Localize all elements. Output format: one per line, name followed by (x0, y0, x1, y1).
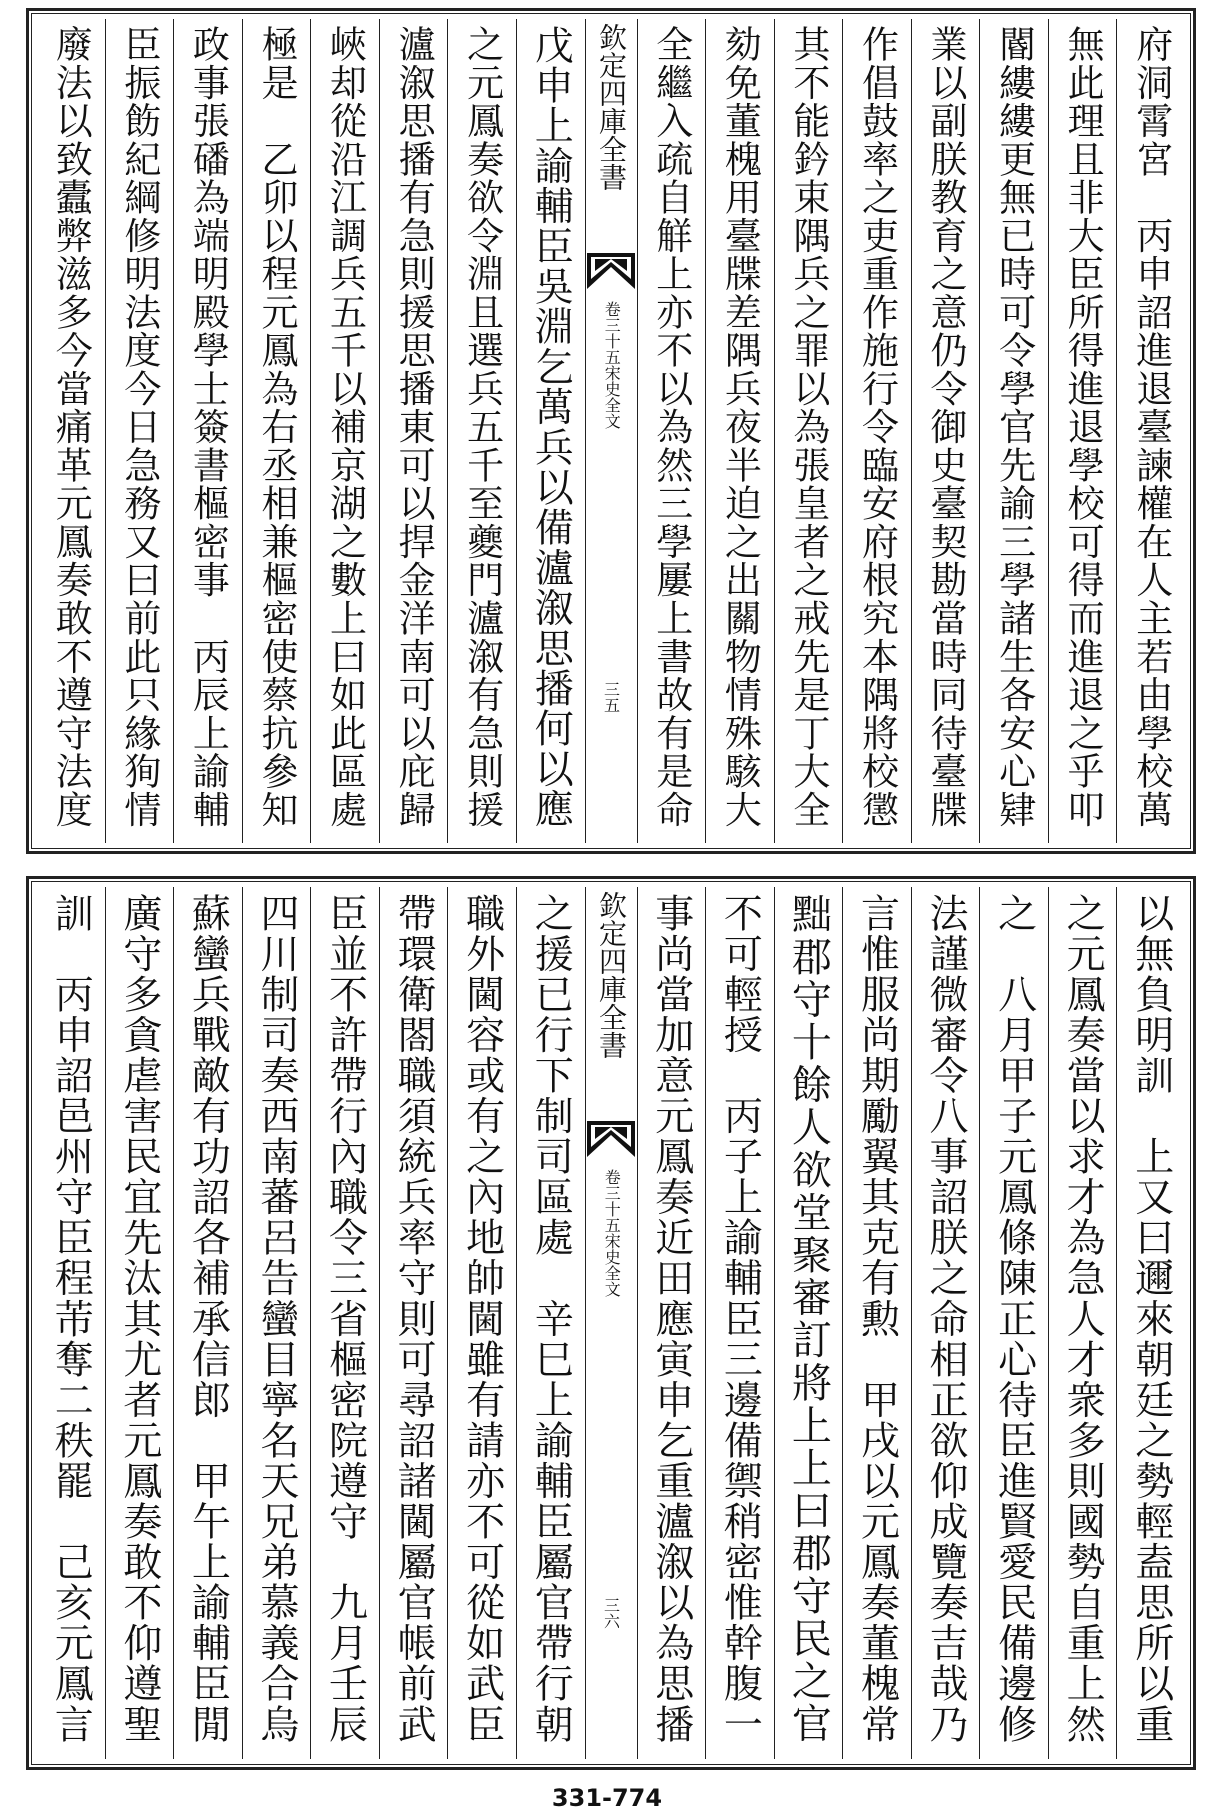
gutter-page-number: 三五 (601, 681, 621, 713)
text-column: 極是 乙卯以程元鳳為右丞相兼樞密使蔡抗參知 (242, 19, 311, 843)
text-column: 戊申上諭輔臣吳淵乞萬兵以備瀘溆思播何以應 (516, 19, 585, 843)
text-column: 無此理且非大臣所得進退學校可得而進退之乎叩 (1048, 19, 1117, 843)
text-column: 之元鳳奏欲令淵且選兵五千至夔門瀘溆有急則援 (447, 19, 516, 843)
bottom-page (26, 876, 1196, 1770)
text-column: 職外閫容或有之內地帥閫雖有請亦不可從如武臣 (447, 887, 516, 1759)
center-gutter (585, 19, 637, 843)
gutter-page-number: 三六 (601, 1597, 621, 1629)
fishtail-mark-icon (587, 1121, 635, 1157)
text-column: 黜郡守十餘人欲堂聚審訂將上上曰郡守民之官 (774, 887, 843, 1759)
text-column: 瀘溆思播有急則援思播東可以捍金洋南可以庇歸 (379, 19, 448, 843)
text-column: 政事張磻為端明殿學士簽書樞密事 丙辰上諭輔 (173, 19, 242, 843)
top-columns (37, 19, 1185, 843)
page-reference-number: 331-774 (551, 1784, 663, 1812)
text-column: 之元鳳奏當以求才為急人才衆多則國勢自重上然 (1048, 887, 1117, 1759)
text-column: 閽縷縷更無已時可令學官先諭三學諸生各安心肄 (979, 19, 1048, 843)
gutter-title: 欽定四庫全書 (595, 891, 628, 1059)
text-column: 峽却從沿江調兵五千以補京湖之數上曰如此區處 (310, 19, 379, 843)
text-column: 言惟服尚期勵翼其克有勲 甲戌以元鳳奏董槐常 (842, 887, 911, 1759)
text-column: 不可輕授 丙子上諭輔臣三邊備禦稍密惟幹腹一 (705, 887, 774, 1759)
text-column: 其不能鈐束隅兵之罪以為張皇者之戒先是丁大全 (774, 19, 843, 843)
gutter-book-info: 宋史全文 卷三十五 (602, 301, 622, 429)
text-column: 之 八月甲子元鳳條陳正心待臣進賢愛民備邊修 (979, 887, 1048, 1759)
text-column: 廣守多貪虐害民宜先汰其尤者元鳳奏敢不仰遵聖 (105, 887, 174, 1759)
bottom-columns (37, 887, 1185, 1759)
text-column: 訓 丙申詔邑州守臣程芾奪二秩罷 己亥元鳳言 (48, 893, 94, 1745)
text-column: 蘇蠻兵戰敵有功詔各補承信郎 甲午上諭輔臣閒 (173, 887, 242, 1759)
center-gutter (585, 887, 637, 1759)
text-column: 臣振飭紀綱修明法度今日急務又曰前此只緣狥情 (105, 19, 174, 843)
text-column: 作倡鼓率之吏重作施行令臨安府根究本隅將校懲 (842, 19, 911, 843)
text-column: 劾免董槐用臺牒差隅兵夜半迫之出關物情殊駭大 (705, 19, 774, 843)
text-column: 廢法以致蠹弊滋多今當痛革元鳳奏敢不遵守法度 (49, 25, 93, 829)
text-column: 帶環衛閤職須統兵率守則可尋詔諸閫屬官帳前武 (379, 887, 448, 1759)
text-column: 全繼入疏自觧上亦不以為然三學屢上書故有是命 (637, 19, 706, 843)
text-column: 四川制司奏西南蕃呂告蠻目寧名天兄弟慕義合烏 (242, 887, 311, 1759)
gutter-book-info: 宋史全文 卷三十五 (602, 1169, 622, 1297)
text-column: 之援已行下制司區處 辛巳上諭輔臣屬官帶行朝 (516, 887, 585, 1759)
text-column: 法謹微審令八事詔朕之命相正欲仰成覽奏吉哉乃 (911, 887, 980, 1759)
text-column: 業以副朕教育之意仍令御史臺契勘當時同待臺牒 (911, 19, 980, 843)
gutter-title: 欽定四庫全書 (595, 23, 628, 191)
text-column: 臣並不許帶行內職令三省樞密院遵守 九月壬辰 (310, 887, 379, 1759)
fishtail-mark-icon (587, 253, 635, 289)
text-column: 事尚當加意元鳳奏近田應寅申乞重瀘溆以為思播 (637, 887, 706, 1759)
text-column: 以無負明訓 上又曰邇來朝廷之勢輕盍思所以重 (1116, 887, 1185, 1759)
top-page (26, 8, 1196, 854)
text-column: 府洞霄宮 丙申詔進退臺諫權在人主若由學校萬 (1116, 19, 1185, 843)
